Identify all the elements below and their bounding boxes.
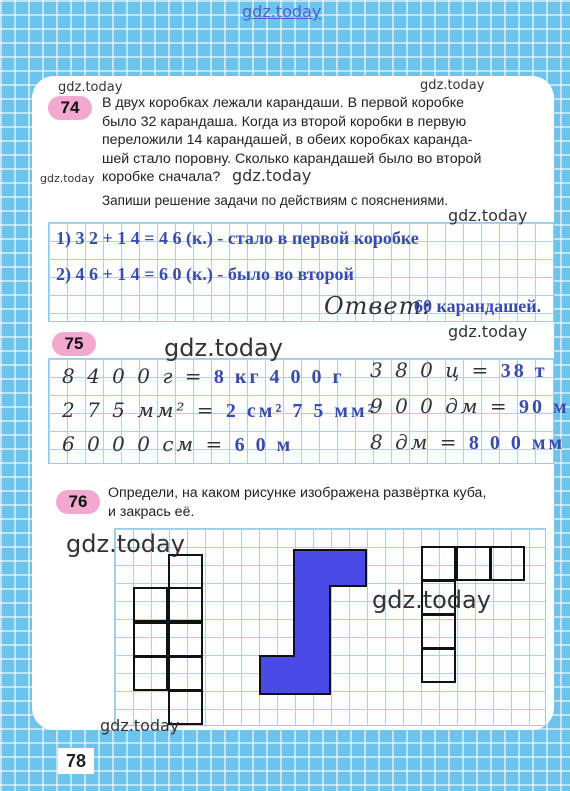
answer-value: 60 карандашей. (414, 296, 542, 316)
watermark: gdz.today (58, 80, 123, 95)
task-74-text (102, 94, 542, 187)
conversion-row (62, 432, 293, 457)
conversion-row (370, 394, 570, 419)
task-74-badge: 74 (48, 96, 92, 120)
task-74-line: В двух коробках лежали карандаши. В первой коробке (102, 95, 464, 111)
conversion-answer: 38 т (500, 360, 548, 382)
conversion-row (62, 398, 377, 423)
conversion-answer: 8 кг 4 0 0 г (213, 366, 345, 388)
task-74-line: было 32 карандаша. Когда из второй коробки в первую (102, 113, 467, 130)
conversion-row (62, 364, 345, 389)
task-76-text (108, 484, 548, 521)
solution-step-2: 2) 4 6 + 1 4 = 6 0 (к.) - было во второй (56, 264, 354, 284)
watermark: gdz.today (40, 172, 95, 185)
conversion-given: 6 0 0 0 см = (62, 432, 226, 456)
task-76-badge: 76 (56, 490, 100, 514)
conversion-answer: 2 см² 7 5 мм² (225, 400, 377, 422)
watermark: gdz.today (164, 334, 283, 362)
conversion-given: 8 дм = (370, 430, 460, 454)
watermark: gdz.today (448, 206, 528, 225)
conversion-answer: 90 м (518, 396, 570, 418)
task-74-instruction: Запиши решение задачи по действиям с пояснениями. (102, 193, 449, 208)
watermark: gdz.today (372, 586, 491, 614)
conversion-row (370, 358, 548, 383)
watermark: gdz.today (420, 78, 485, 93)
solution-step-1: 1) 3 2 + 1 4 = 4 6 (к.) - стало в первой коробке (56, 228, 419, 248)
watermark: gdz.today (100, 716, 180, 735)
conversion-given: 3 8 0 ц = (370, 358, 492, 382)
conversion-row (370, 430, 565, 455)
conversion-answer: 8 0 0 мм (468, 432, 566, 454)
figure-2-shaded-net (258, 548, 370, 698)
conversion-answer: 6 0 м (234, 434, 294, 456)
task-76-line: и закрась её. (108, 503, 195, 520)
conversion-given: 9 0 0 дм = (370, 394, 510, 418)
conversion-given: 8 4 0 0 г = (62, 364, 205, 388)
watermark: gdz.today (448, 322, 528, 341)
conversion-given: 2 7 5 мм² = (62, 398, 217, 422)
task-75-badge: 75 (52, 332, 96, 356)
answer-label: Ответ: (324, 292, 432, 320)
watermark: gdz.today (232, 166, 312, 185)
watermark: gdz.today (66, 530, 185, 558)
watermark: gdz.today (242, 2, 322, 21)
task-74-line: переложили 14 карандашей, в обеих коробках каранда- (102, 132, 473, 148)
page-number: 78 (58, 748, 94, 774)
task-76-line: Определи, на каком рисунке изображена развёртка куба, (108, 485, 487, 501)
task-74-line: шей стало поровну. Сколько карандашей было во второй (102, 150, 482, 167)
task-74-line: коробке сначала? (102, 169, 221, 185)
